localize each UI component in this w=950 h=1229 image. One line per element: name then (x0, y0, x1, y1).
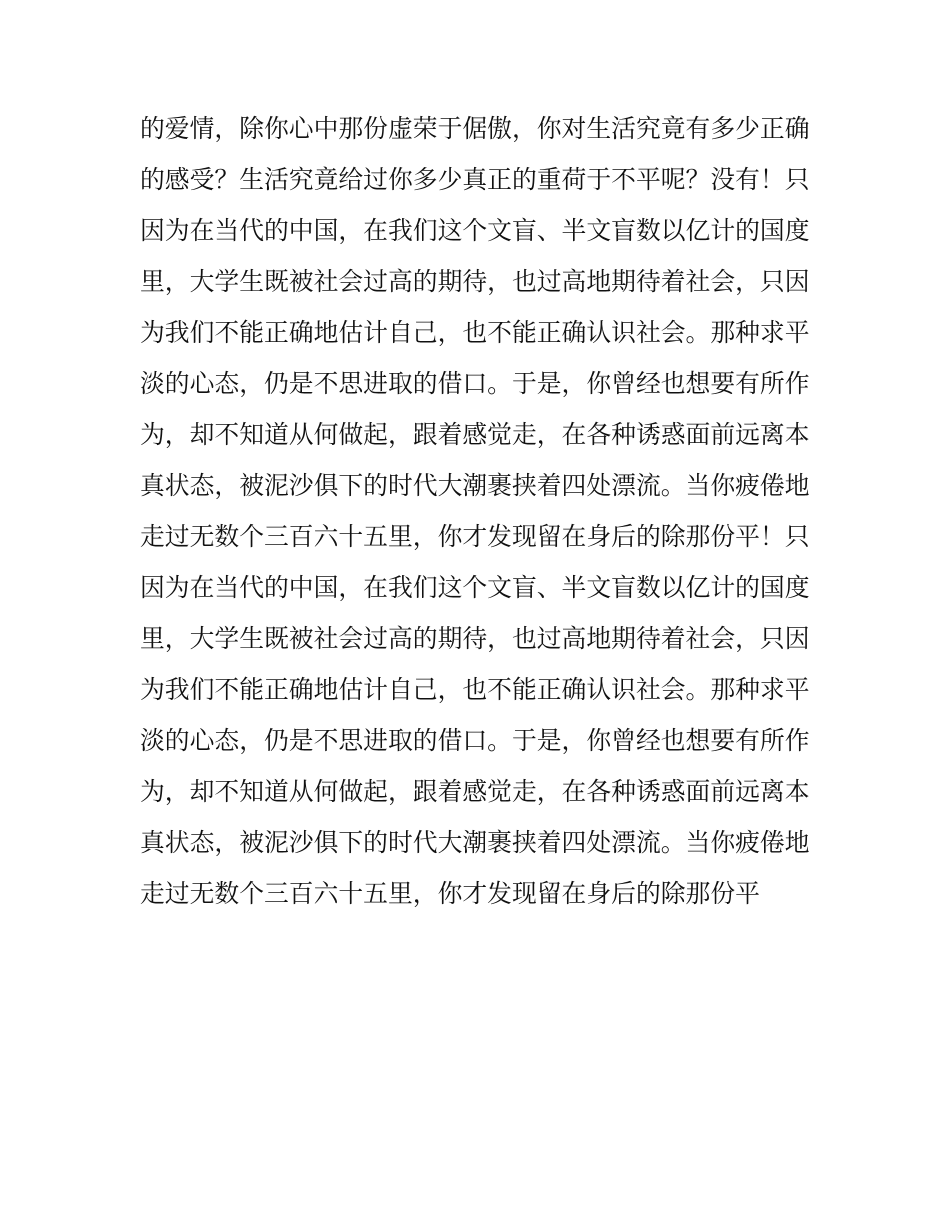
text-line: 淡的心态，仍是不思进取的借口。于是，你曾经也想要有所作 (140, 726, 810, 755)
body-paragraph (140, 103, 820, 919)
text-line: 因为在当代的中国，在我们这个文盲、半文盲数以亿计的国度 (140, 573, 810, 602)
text-line: 走过无数个三百六十五里，你才发现留在身后的除那份平！只 (140, 522, 810, 551)
text-line: 为我们不能正确地估计自己，也不能正确认识社会。那种求平 (140, 675, 810, 704)
text-line: 里，大学生既被社会过高的期待，也过高地期待着社会，只因 (140, 624, 810, 653)
text-line: 因为在当代的中国，在我们这个文盲、半文盲数以亿计的国度 (140, 216, 810, 245)
text-line: 为我们不能正确地估计自己，也不能正确认识社会。那种求平 (140, 318, 810, 347)
text-line: 真状态，被泥沙俱下的时代大潮裹挟着四处漂流。当你疲倦地 (140, 828, 810, 857)
text-line: 的爱情，除你心中那份虚荣于倨傲，你对生活究竟有多少正确 (140, 114, 810, 143)
text-line: 真状态，被泥沙俱下的时代大潮裹挟着四处漂流。当你疲倦地 (140, 471, 810, 500)
text-line: 走过无数个三百六十五里，你才发现留在身后的除那份平 (140, 879, 760, 908)
text-line: 里，大学生既被社会过高的期待，也过高地期待着社会，只因 (140, 267, 810, 296)
text-line: 的感受？生活究竟给过你多少真正的重荷于不平呢？没有！只 (140, 165, 810, 194)
text-line: 为，却不知道从何做起，跟着感觉走，在各种诱惑面前远离本 (140, 420, 810, 449)
text-line: 淡的心态，仍是不思进取的借口。于是，你曾经也想要有所作 (140, 369, 810, 398)
text-line: 为，却不知道从何做起，跟着感觉走，在各种诱惑面前远离本 (140, 777, 810, 806)
